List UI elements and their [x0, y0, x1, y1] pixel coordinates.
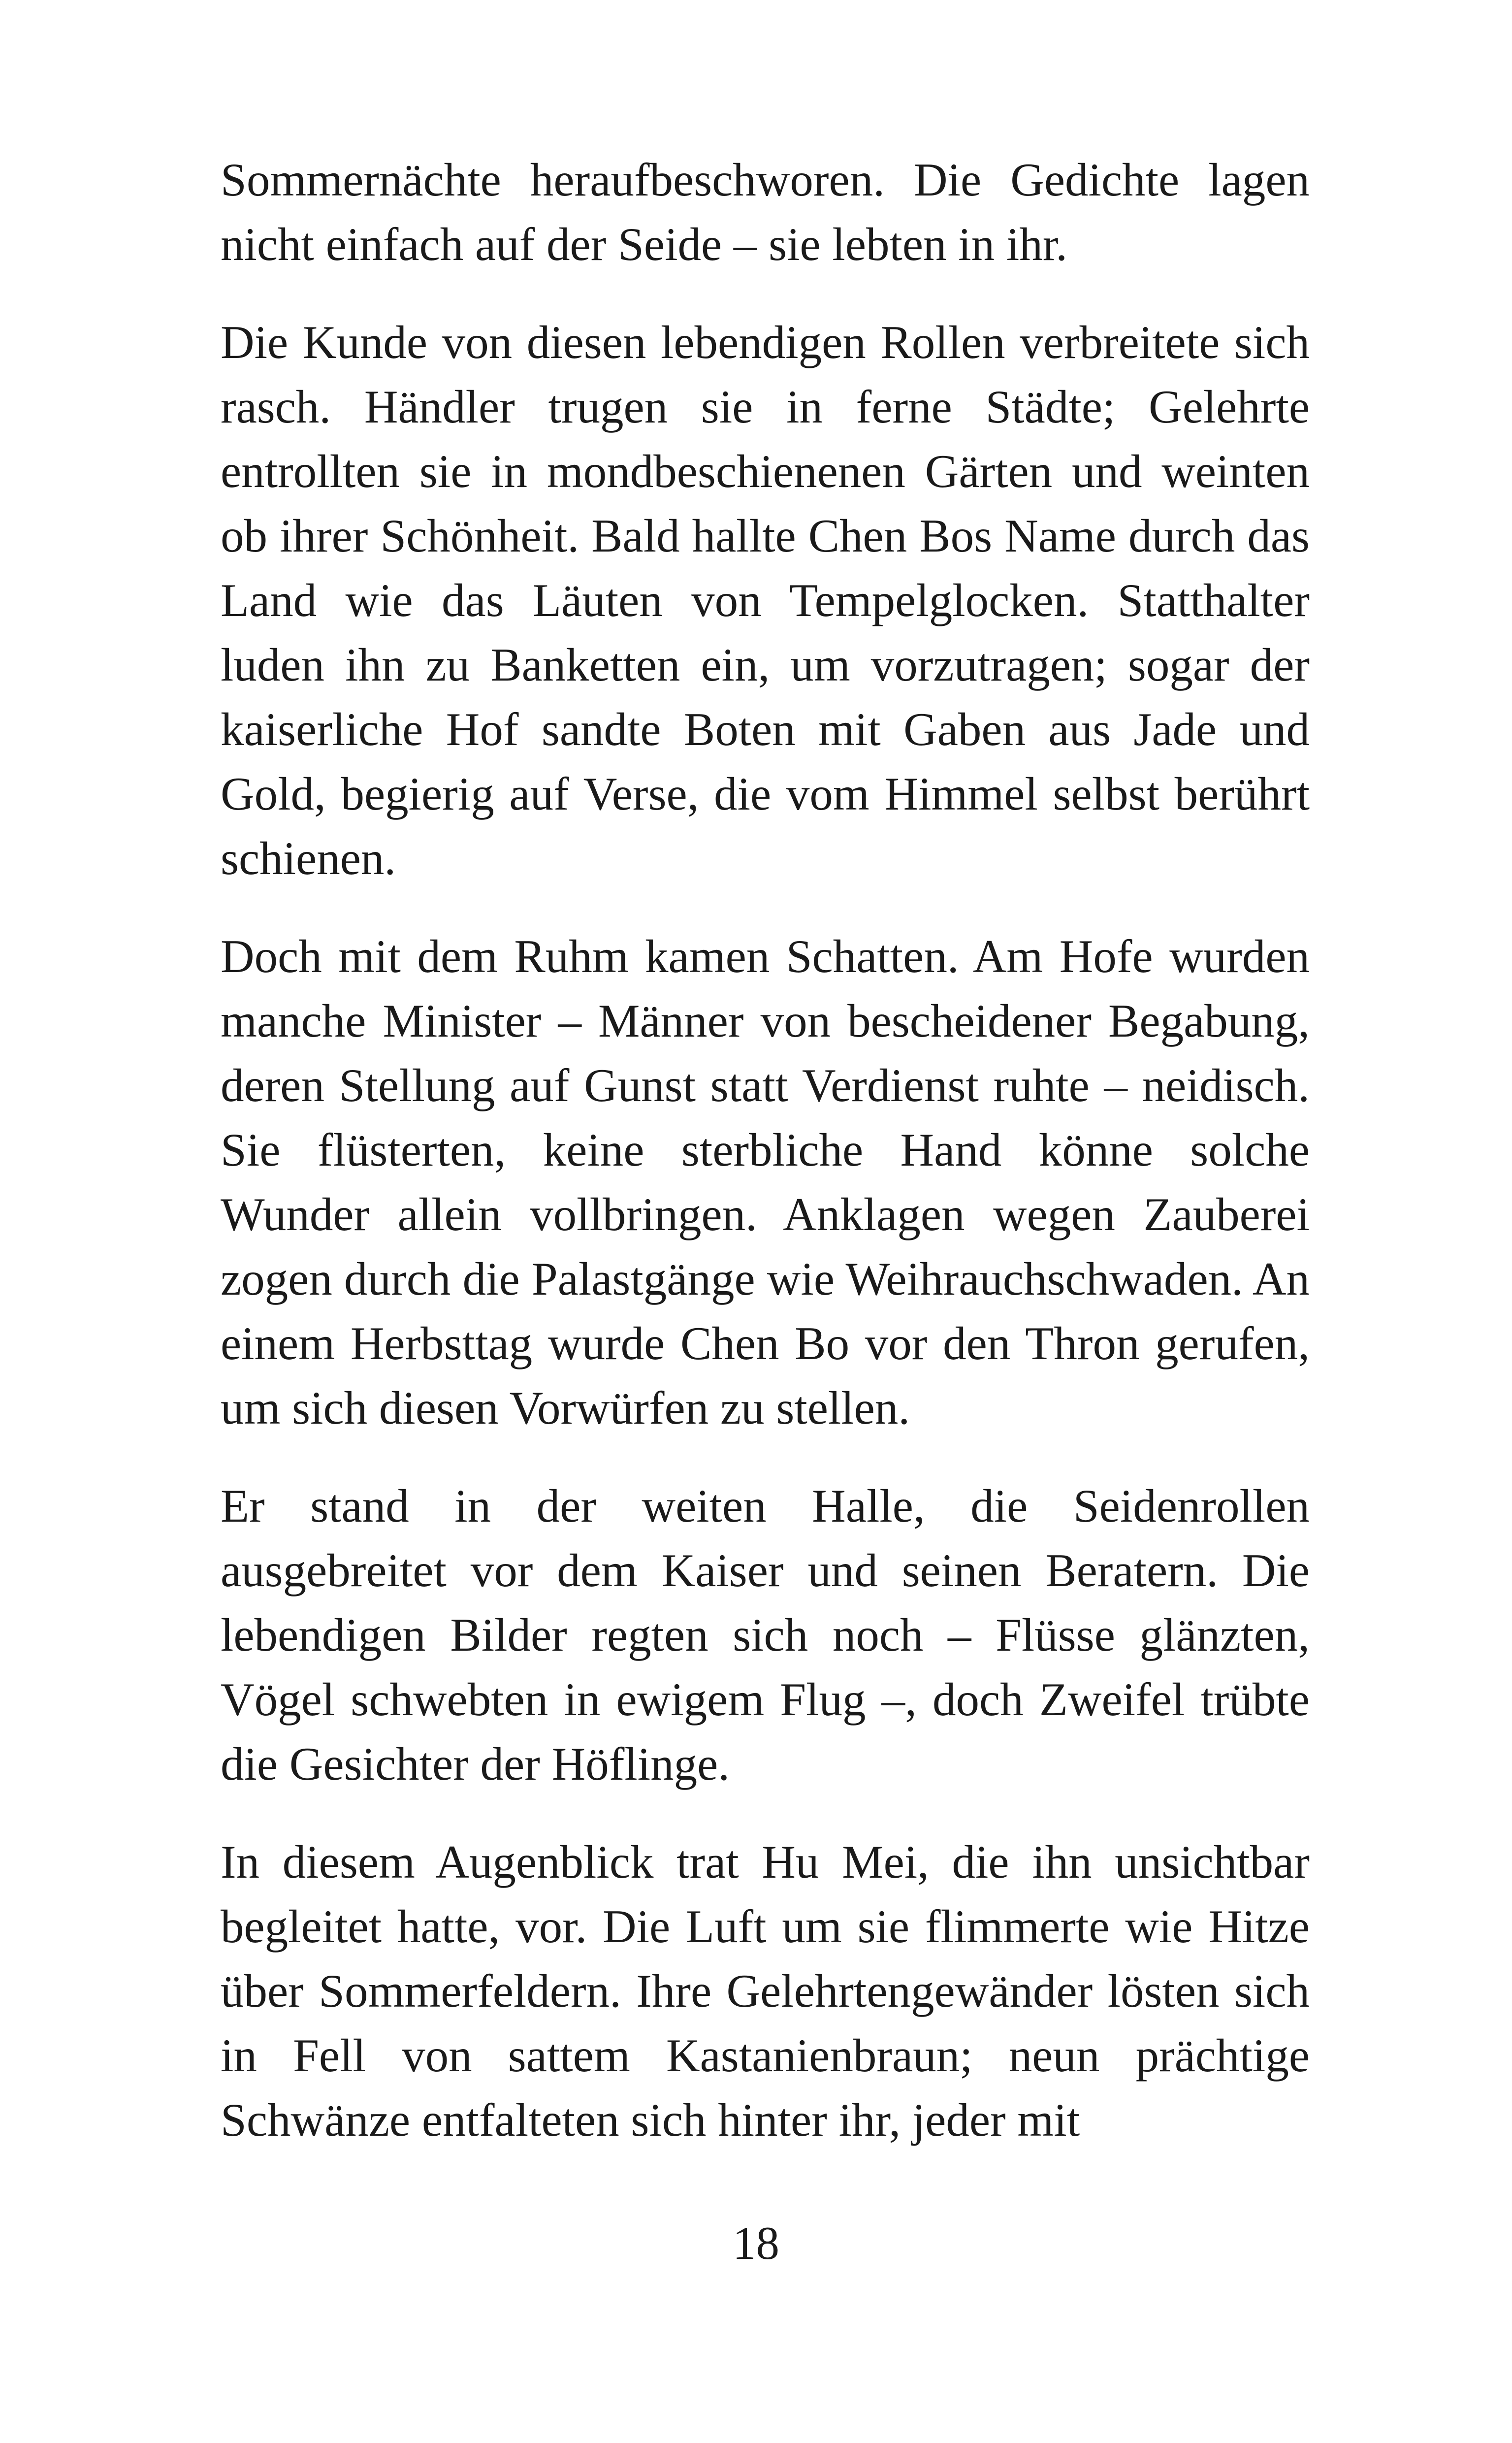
- paragraph-5: In diesem Augenblick trat Hu Mei, die ihn unsichtbar begleitet hatte, vor. Die Luft um sie flimmerte wie Hitze über Sommerfeldern. Ihre Gelehrtengewänder lösten sich in Fell von sattem Kastanienbraun; neun prächtige Schwänze entfalteten sich hinter ihr, jeder mit: [221, 1836, 1310, 2146]
- paragraph-3: Doch mit dem Ruhm kamen Schatten. Am Hofe wurden manche Minister – Männer von bescheidener Begabung, deren Stellung auf Gunst statt Verdienst ruhte – neidisch. Sie flüsterten, keine sterbliche Hand könne solche Wunder allein vollbringen. Anklagen wegen Zauberei zogen durch die Palastgänge wie Weihrauchschwaden. An einem Herbsttag wurde Chen Bo vor den Thron gerufen, um sich diesen Vorwürfen zu stellen.: [221, 930, 1310, 1434]
- paragraph-1: Sommernächte heraufbeschworen. Die Gedichte lagen nicht einfach auf der Seide – sie lebten in ihr.: [221, 154, 1310, 270]
- paragraph-4: Er stand in der weiten Halle, die Seidenrollen ausgebreitet vor dem Kaiser und seinen Beratern. Die lebendigen Bilder regten sich noch – Flüsse glänzten, Vögel schwebten in ewigem Flug –, doch Zweifel trübte die Gesichter der Höflinge.: [221, 1480, 1310, 1790]
- paragraph-2: Die Kunde von diesen lebendigen Rollen verbreitete sich rasch. Händler trugen sie in ferne Städte; Gelehrte entrollten sie in mondbeschienenen Gärten und weinten ob ihrer Schönheit. Bald hallte Chen Bos Name durch das Land wie das Läuten von Tempelglocken. Statthalter luden ihn zu Banketten ein, um vorzutragen; sogar der kaiserliche Hof sandte Boten mit Gaben aus Jade und Gold, begierig auf Verse, die vom Himmel selbst berührt schienen.: [221, 316, 1310, 884]
- page-number: 18: [733, 2217, 779, 2269]
- body-text: [221, 148, 1310, 2152]
